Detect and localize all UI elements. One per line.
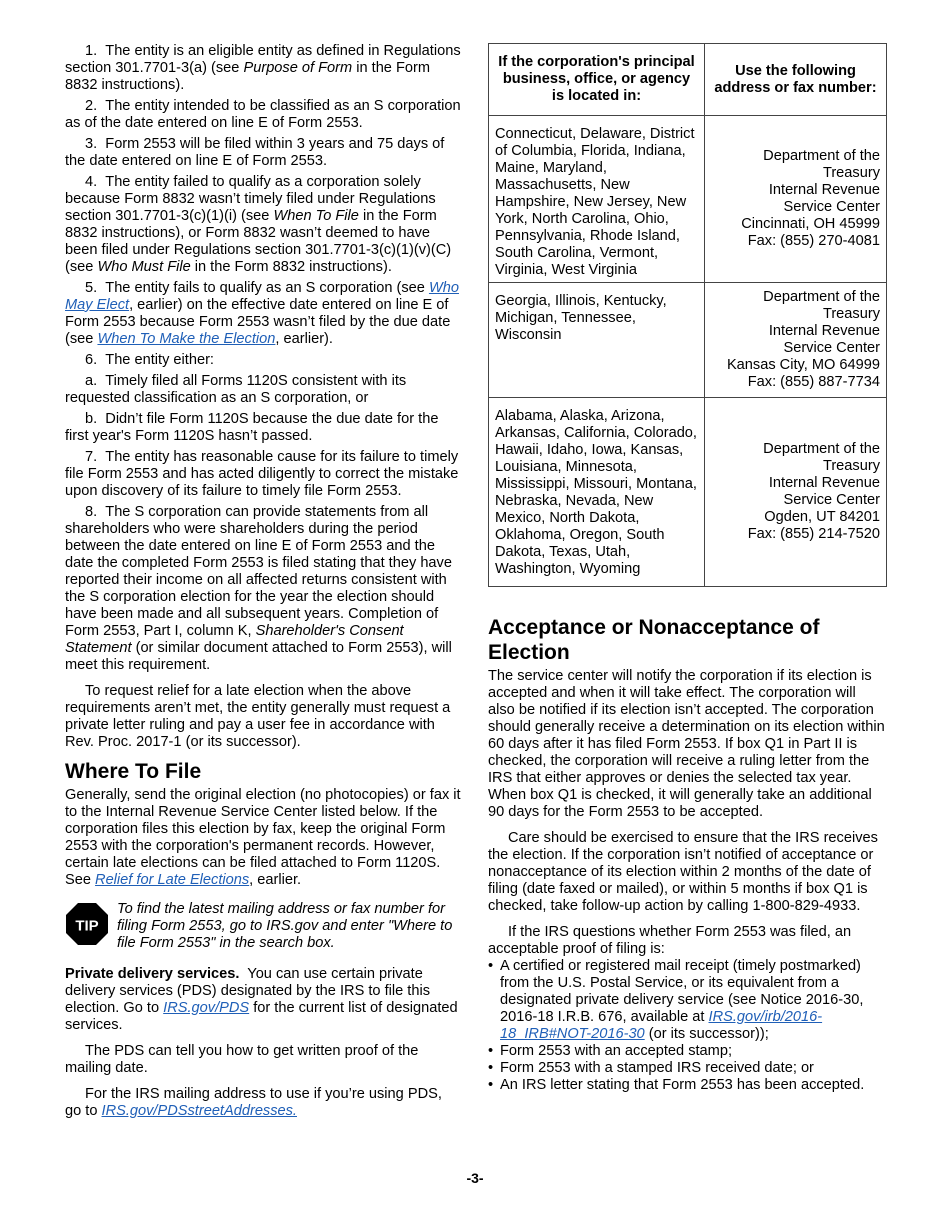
address-cell: Department of the Treasury Internal Revenue Service Center Ogden, UT 84201 Fax: (855) 214-7520 [705, 398, 887, 587]
fax-number: Fax: (855) 270-4081 [747, 233, 880, 249]
irb-notice-link[interactable]: IRS.gov/irb/2016-18_IRB#NOT-2016-30 [500, 1009, 823, 1042]
who-may-elect-link[interactable]: Who May Elect [65, 280, 459, 313]
fax-number: Fax: (855) 214-7520 [747, 526, 880, 542]
tip-label: TIP [75, 917, 99, 935]
pds-heading: Private delivery services. [65, 966, 240, 982]
item-5: 5. The entity fails to qualify as an S corporation (see Who May Elect, earlier) on the effective date entered on line E of Form 2553 because Form 2553 wasn’t filed by the due date (see When To Make the Election, earlier). [65, 280, 459, 347]
fax-number: Fax: (855) 887-7734 [747, 374, 880, 390]
pds-proof-paragraph: The PDS can tell you how to get written proof of the mailing date. [65, 1043, 419, 1076]
item-6: 6. The entity either: [85, 352, 214, 368]
tip-icon [65, 902, 109, 946]
acceptance-heading: Acceptance or Nonacceptance of Election [488, 616, 820, 664]
pds-address-paragraph: For the IRS mailing address to use if you’re using PDS, go to IRS.gov/PDSstreetAddresses. [65, 1086, 442, 1119]
proof-of-filing-paragraph: If the IRS questions whether Form 2553 was filed, an acceptable proof of filing is: [488, 924, 852, 957]
item-6a: a. Timely filed all Forms 1120S consistent with its requested classification as an S corporation, or [65, 373, 407, 406]
table-row [489, 116, 887, 283]
item-2: 2. The entity intended to be classified as an S corporation as of the date entered on line E of Form 2553. [65, 98, 461, 131]
item-1: 1. The entity is an eligible entity as defined in Regulations section 301.7701-3(a) (see Purpose of Form in the Form 8832 instructions). [65, 43, 461, 93]
region-cell: Connecticut, Delaware, District of Columbia, Florida, Indiana, Maine, Maryland, Massachusetts, New Hampshire, New Jersey, New York, North Carolina, Ohio, Pennsylvania, Rhode Island, South Carolina, Vermont, Virginia, West Virginia [489, 116, 705, 283]
item-4: 4. The entity failed to qualify as a corporation solely because Form 8832 wasn’t timely filed under Regulations section 301.7701-3(c)(1)(i) (see When To File in the Form 8832 instructions), or Form 8832 wasn’t deemed to have been filed under Regulations section 301.7701-3(c)(1)(v)(C) (see Who Must File in the Form 8832 instructions). [65, 174, 452, 275]
item-7: 7. The entity has reasonable cause for its failure to timely file Form 2553 and has acted diligently to correct the mistake upon discovery of its failure to timely file Form 2553. [65, 449, 459, 499]
proof-bullet-stamp: • Form 2553 with an accepted stamp; [488, 1043, 886, 1060]
tip-text: To find the latest mailing address or fax number for filing Form 2553, go to IRS.gov and enter "Where to file Form 2553" in the search box. [117, 901, 453, 951]
proof-bullet-received-date: • Form 2553 with a stamped IRS received date; or [488, 1060, 886, 1077]
relief-paragraph: To request relief for a late election when the above requirements aren’t met, the entity generally must request a private letter ruling and pay a user fee in accordance with Rev. Proc. 2017-1 (or its successor). [65, 683, 451, 750]
item-3: 3. Form 2553 will be filed within 3 years and 75 days of the date entered on line E of Form 2553. [65, 136, 445, 169]
relief-late-elections-link[interactable]: Relief for Late Elections [95, 872, 250, 888]
where-to-file-paragraph: Generally, send the original election (no photocopies) or fax it to the Internal Revenue Service Center listed below. If the corporation files this election by fax, keep the original Form 2553 with the corporation's permanent records. However, certain late elections can be filed attached to Form 1120S. See Relief for Late Elections, earlier. [65, 787, 461, 888]
when-to-make-election-link[interactable]: When To Make the Election [97, 331, 276, 347]
page-number: -3- [466, 1170, 484, 1186]
item-6b: b. Didn’t file Form 1120S because the due date for the first year's Form 1120S hasn’t passed. [65, 411, 439, 444]
table-row [489, 283, 887, 398]
acceptance-paragraph: The service center will notify the corporation if its election is accepted and when it will take effect. The corporation will also be notified if its election isn’t accepted. The corporation should generally receive a determination on its election within 60 days after it has filed Form 2553. If box Q1 in Part II is checked, the corporation will receive a ruling letter from the IRS that either approves or denies the selected tax year. When box Q1 is checked, it will generally take an additional 90 days for the Form 2553 to be accepted. [488, 668, 885, 820]
region-cell: Georgia, Illinois, Kentucky, Michigan, Tennessee, Wisconsin [489, 283, 705, 398]
tip-box [65, 901, 462, 952]
where-to-file-heading: Where To File [65, 760, 202, 783]
header-location: If the corporation's principal business, office, or agency is located in: [489, 44, 705, 116]
right-column [488, 43, 886, 1094]
filing-address-table [488, 43, 887, 587]
header-address: Use the following address or fax number: [705, 44, 887, 116]
region-cell: Alabama, Alaska, Arizona, Arkansas, California, Colorado, Hawaii, Idaho, Iowa, Kansas, Louisiana, Minnesota, Mississippi, Missouri, Montana, Nebraska, Nevada, New Mexico, North Dakota, Oklahoma, Oregon, South Dakota, Texas, Utah, Washington, Wyoming [489, 398, 705, 587]
pds-street-addresses-link[interactable]: IRS.gov/PDSstreetAddresses. [101, 1103, 297, 1119]
address-cell: Department of the Treasury Internal Revenue Service Center Cincinnati, OH 45999 Fax: (855) 270-4081 [705, 116, 887, 283]
proof-bullet-letter: • An IRS letter stating that Form 2553 has been accepted. [488, 1077, 886, 1094]
care-paragraph: Care should be exercised to ensure that the IRS receives the election. If the corporation isn’t notified of acceptance or nonacceptance of its election within 2 months of the date of filing (date faxed or mailed), or within 5 months if box Q1 is checked, take follow-up action by calling 1-800-829-4933. [488, 830, 878, 914]
left-column [65, 43, 462, 1124]
pds-paragraph: Private delivery services. You can use certain private delivery services (PDS) designated by the IRS to file this election. Go to IRS.gov/PDS for the current list of designated services. [65, 966, 458, 1033]
irs-pds-link[interactable]: IRS.gov/PDS [163, 1000, 250, 1016]
address-cell: Department of the Treasury Internal Revenue Service Center Kansas City, MO 64999 Fax: (855) 887-7734 [705, 283, 887, 398]
proof-bullet-receipt: • A certified or registered mail receipt (timely postmarked) from the U.S. Postal Service, or its equivalent from a designated private delivery service (see Notice 2016-30, 2016-18 I.R.B. 676, available at IRS.gov/irb/2016-18_IRB#NOT-2016-30 (or its successor)); [488, 958, 886, 1043]
item-8: 8. The S corporation can provide statements from all shareholders who were shareholders during the period between the date entered on line E of Form 2553 and the date the completed Form 2553 is filed stating that they have reported their income on all affected returns consistent with the S corporation election for the year the election should have been made and all subsequent years. Completion of Form 2553, Part I, column K, Shareholder's Consent Statement (or similar document attached to Form 2553), will meet this requirement. [65, 504, 452, 673]
table-header-row [489, 44, 887, 116]
table-row [489, 398, 887, 587]
